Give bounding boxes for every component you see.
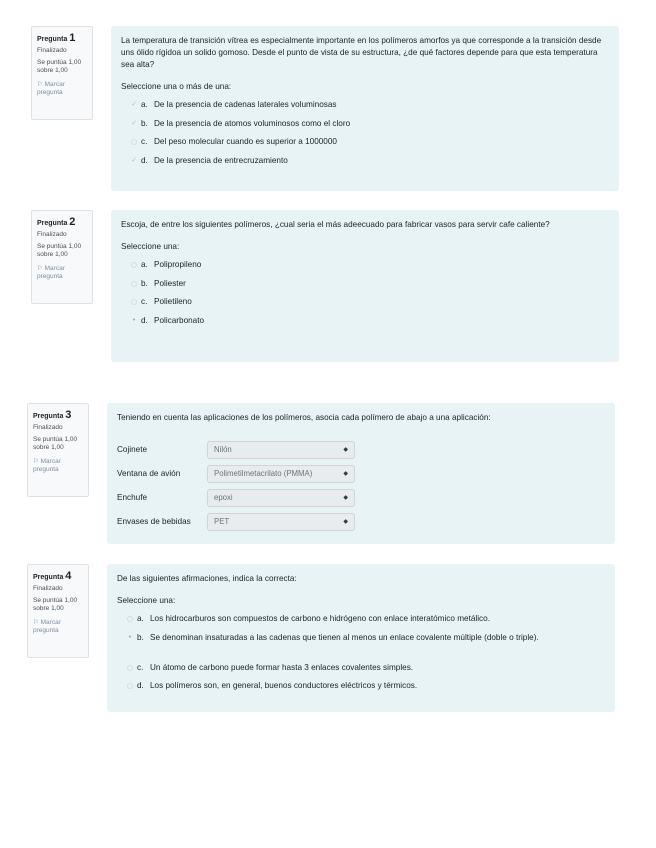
flag-icon: ⚐ [37, 265, 43, 272]
question-text: Teniendo en cuenta las aplicaciones de los polímeros, asocia cada polímero de abajo a una aplicación: [117, 413, 491, 422]
question-grade: Se puntúa 1,00 sobre 1,00 [37, 243, 82, 258]
select-arrows-icon: ◆ [343, 471, 348, 477]
answer-option[interactable]: c. Polietileno [121, 296, 609, 315]
flag-question-link[interactable]: ⚐ Marcar pregunta [37, 81, 65, 96]
unchecked-circle-icon [131, 139, 137, 145]
question-content [111, 210, 619, 362]
question-info [27, 564, 89, 658]
question-state: Finalizado [33, 424, 63, 431]
question-text: Escoja, de entre los siguientes polímeros, ¿cual seria el más adeecuado para fabricar vasos para servir cafe caliente? [121, 220, 550, 229]
flag-icon: ⚐ [33, 458, 39, 465]
question-text: De las siguientes afirmaciones, indica la correcta: [117, 574, 297, 583]
question-number: Pregunta 4 [33, 570, 72, 582]
question-text: La temperatura de transición vítrea es especialmente importante en los polímeros amorfos ya que corresponde a la transición desde uns ólido rígidoa un solido gomoso. Desde el punto de vista de su estructura, ¿de qué factores depende para que esta temperatura sea alta? [121, 36, 602, 69]
question-state: Finalizado [37, 231, 67, 238]
question-number: Pregunta 2 [37, 216, 76, 228]
match-label: Enchufe [117, 493, 148, 502]
match-row [117, 486, 605, 510]
checkmark-icon: ✓ [131, 156, 137, 164]
question-grade: Se puntúa 1,00 sobre 1,00 [33, 597, 78, 612]
question-state: Finalizado [37, 47, 67, 54]
match-row [117, 462, 605, 486]
checkmark-icon: ✓ [131, 101, 137, 108]
selected-radio-icon: • [128, 633, 132, 641]
answer-option[interactable]: a. Los hidrocarburos son compuestos de carbono e hidrógeno con enlace interatómico metálico. [117, 613, 605, 632]
flag-question-link[interactable]: ⚐ Marcar pregunta [33, 458, 61, 473]
selected-radio-icon: • [132, 316, 136, 324]
question-info [31, 210, 93, 304]
answer-option[interactable]: ✓ d. De la presencia de entrecruzamiento [121, 155, 609, 174]
match-label: Cojinete [117, 445, 148, 454]
match-row [117, 438, 605, 462]
question-content [111, 26, 619, 191]
answer-option[interactable]: • d. Policarbonato [121, 315, 609, 334]
answer-option[interactable]: d. Los polímeros son, en general, buenos conductores eléctricos y térmicos. [117, 680, 605, 699]
radio-icon [127, 616, 133, 622]
match-label: Envases de bebidas [117, 517, 191, 526]
radio-icon [131, 281, 137, 287]
answer-option[interactable]: ✓ b. De la presencia de atomos voluminosos como el cloro [121, 118, 609, 137]
answer-option[interactable]: ✓ a. De la presencia de cadenas laterales voluminosas [121, 99, 609, 118]
question-grade: Se puntúa 1,00 sobre 1,00 [37, 59, 82, 74]
question-info [31, 26, 93, 120]
answer-option[interactable]: a. Polipropileno [121, 259, 609, 278]
radio-icon [127, 665, 133, 671]
select-arrows-icon: ◆ [343, 495, 348, 501]
radio-icon [131, 262, 137, 268]
match-row [117, 510, 605, 534]
flag-question-link[interactable]: ⚐ Marcar pregunta [37, 265, 65, 280]
select-arrows-icon: ◆ [343, 519, 348, 525]
question-number: Pregunta 3 [33, 409, 72, 421]
answer-prompt: Seleccione una: [121, 242, 180, 251]
radio-icon [131, 299, 137, 305]
match-select[interactable]: epoxi ◆ [207, 489, 355, 507]
select-arrows-icon: ◆ [343, 447, 348, 453]
question-state: Finalizado [33, 585, 63, 592]
checkmark-icon: ✓ [131, 119, 137, 127]
answer-prompt: Seleccione una o más de una: [121, 82, 232, 91]
match-select[interactable]: Polimetilmetacrilato (PMMA) ◆ [207, 465, 355, 483]
match-label: Ventana de avión [117, 469, 181, 478]
question-number: Pregunta 1 [37, 32, 76, 44]
flag-question-link[interactable]: ⚐ Marcar pregunta [33, 619, 61, 634]
question-grade: Se puntúa 1,00 sobre 1,00 [33, 436, 78, 451]
match-select[interactable]: PET ◆ [207, 513, 355, 531]
answer-prompt: Seleccione una: [117, 596, 176, 605]
match-select[interactable]: Nilón ◆ [207, 441, 355, 459]
flag-icon: ⚐ [37, 81, 43, 88]
answer-option[interactable]: • b. Se denominan insaturadas a las cadenas que tienen al menos un enlace covalente múltiple (doble o triple). [117, 632, 605, 662]
radio-icon [127, 683, 133, 689]
answer-option[interactable]: c. Un átomo de carbono puede formar hasta 3 enlaces covalentes simples. [117, 662, 605, 681]
flag-icon: ⚐ [33, 619, 39, 626]
answer-option[interactable]: c. Del peso molecular cuando es superior a 1000000 [121, 136, 609, 155]
question-content [107, 403, 615, 544]
question-info [27, 403, 89, 497]
question-content [107, 564, 615, 712]
answer-option[interactable]: b. Poliester [121, 278, 609, 297]
